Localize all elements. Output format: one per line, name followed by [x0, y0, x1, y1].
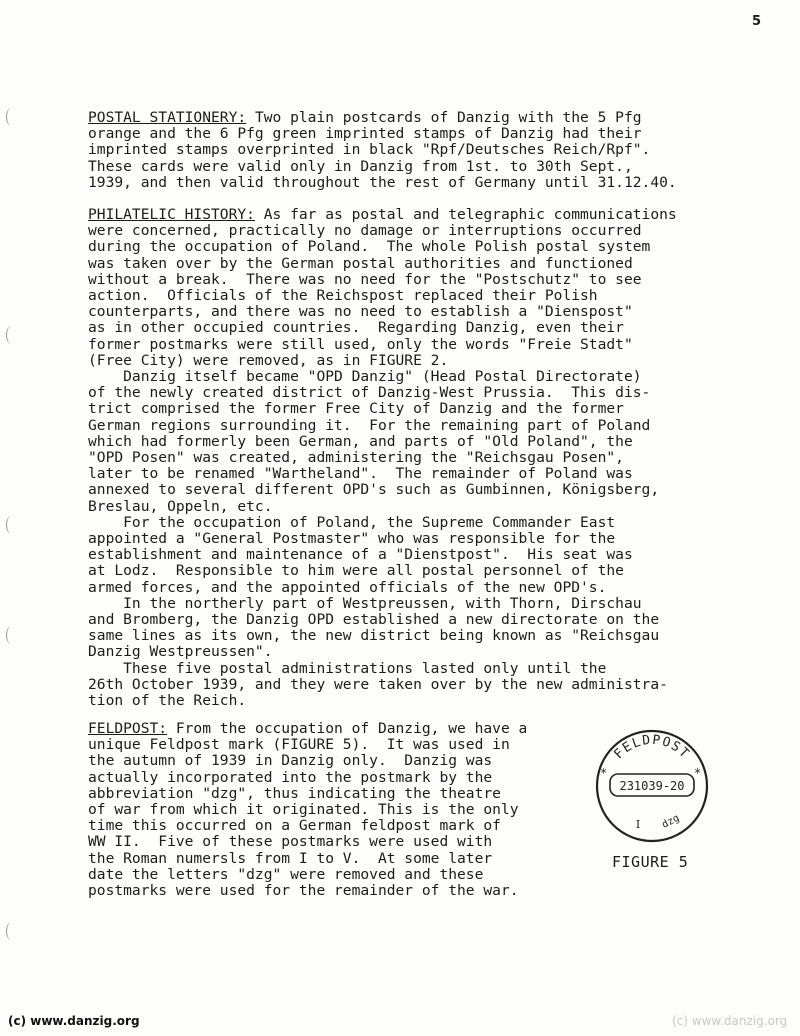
section-body: As far as postal and telegraphic communications were concerned, practically no damage or interruptions occurred during the occupation of Poland. The whole Polish postal system was taken over by the German postal authorities and functioned without a break. There was no need for the "Postschutz" to see action. Officials of the Reichspost replaced their Polish counterparts, and there was no need to establish a "Dienspost" as in other occupied countries. Regarding Danzig, even their former postmarks were still used, only the words "Freie Stadt" (Free City) were removed, as in FIGURE 2. Danzig itself became "OPD Danzig" (Head Postal Directorate) of the newly created district of Danzig-West Prussia. This dis- trict comprised the former Free City of Danzig and the former German regions surrounding it. For the remaining part of Poland which had formerly been German, and parts of "Old Poland", the "OPD Posen" was created, administering the "Reichsgau Posen", later to be renamed "Wartheland". The remainder of Poland was annexed to several different OPD's such as Gumbinnen, Königsberg, Breslau, Oppeln, etc. For the occupation of Poland, the Supreme Commander East appointed a "General Postmaster" who was responsible for the establishment and maintenance of a "Dienstpost". His seat was at Lodz. Responsible to him were all postal personnel of the armed forces, and the appointed officials of the new OPD's. In the northerly part of Westpreussen, with Thorn, Dirschau and Bromberg, the Danzig OPD established a new directorate on the same lines as its own, the new district being known as "Reichsgau Danzig Westpreussen". These five postal administrations lasted only until the 26th October 1939, and they were taken over by the new administra- tion of the Reich. — [88, 206, 677, 710]
punch-hole — [6, 922, 17, 940]
svg-text:FELDPOST — [611, 733, 692, 762]
footer-copyright: (c) www.danzig.org — [8, 1014, 140, 1028]
section-heading: FELDPOST: — [88, 720, 168, 737]
figure-caption: FIGURE 5 — [612, 853, 689, 871]
postmark-top-text: FELDPOST — [611, 732, 693, 763]
postmark-numeral: I — [635, 818, 641, 831]
section-philatelic-history — [88, 207, 738, 709]
section-feldpost — [88, 721, 568, 899]
punch-hole — [6, 626, 17, 644]
star-left: * — [600, 766, 608, 780]
punch-hole — [6, 326, 17, 344]
page-number: 5 — [752, 14, 762, 29]
postmark-code: dzg — [660, 812, 682, 831]
star-right: * — [694, 766, 702, 780]
section-postal-stationery — [88, 110, 738, 191]
punch-hole — [6, 516, 17, 534]
section-heading: PHILATELIC HISTORY: — [88, 206, 255, 223]
section-heading: POSTAL STATIONERY: — [88, 109, 247, 126]
punch-hole — [6, 108, 17, 126]
feldpost-postmark — [592, 724, 712, 844]
footer-watermark: (c) www.danzig.org — [672, 1014, 788, 1028]
postmark-date: 231039-20 — [619, 779, 685, 793]
section-body: From the occupation of Danzig, we have a unique Feldpost mark (FIGURE 5). It was used in the autumn of 1939 in Danzig only. Danzig was actually incorporated into the postmark by the abbreviation "dzg", thus indicating the theatre of war from which it originated. This is the only time this occurred on a German feldpost mark of WW II. Five of these postmarks were used with the Roman numersls from I to V. At some later date the letters "dzg" were removed and these postmarks were used for the remainder of the war. — [88, 720, 528, 900]
section-body: Two plain postcards of Danzig with the 5 Pfg orange and the 6 Pfg green imprinted stamps of Danzig had their imprinted stamps overprinted in black "Rpf/Deutsches Reich/Rpf". These cards were valid only in Danzig from 1st. to 30th Sept., 1939, and then valid throughout the rest of Germany until 31.12.40. — [88, 109, 677, 191]
